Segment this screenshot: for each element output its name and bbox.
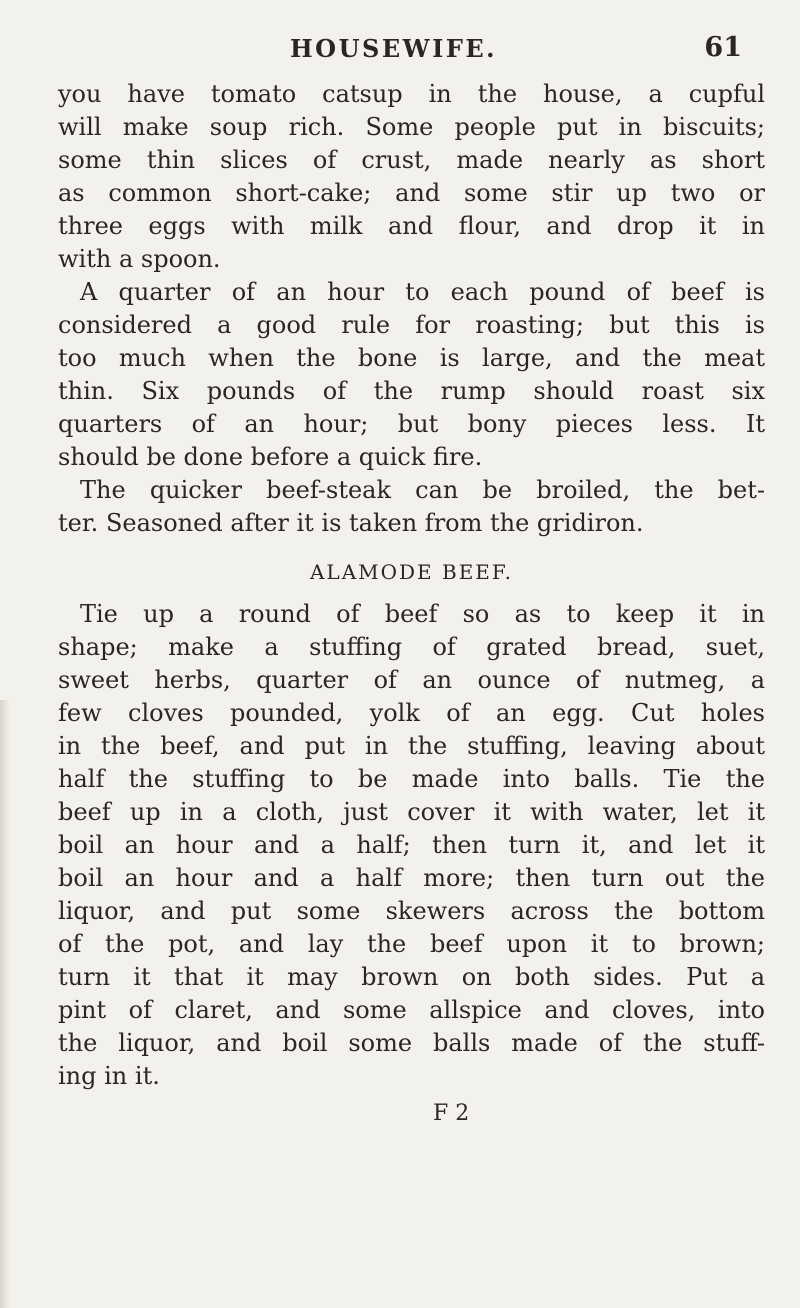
text-line: sweet herbs, quarter of an ounce of nutmeg, a — [58, 666, 765, 694]
text-line: boil an hour and a half more; then turn out the — [58, 864, 765, 892]
text-line: as common short-cake; and some stir up two or — [58, 179, 765, 207]
text-line: Tie up a round of beef so as to keep it in — [80, 600, 765, 628]
text-line: thin. Six pounds of the rump should roast six — [58, 377, 765, 405]
text-line: the liquor, and boil some balls made of the stuff- — [58, 1029, 765, 1057]
text-line: ter. Seasoned after it is taken from the gridiron. — [58, 509, 644, 537]
text-line: some thin slices of crust, made nearly as short — [58, 146, 765, 174]
text-line: The quicker beef-steak can be broiled, the bet- — [80, 476, 765, 504]
running-title: HOUSEWIFE. — [290, 34, 498, 63]
paragraph-roasting — [58, 276, 765, 474]
running-head — [60, 28, 760, 78]
text-line: half the stuffing to be made into balls. Tie the — [58, 765, 765, 793]
text-line: beef up in a cloth, just cover it with water, let it — [58, 798, 765, 826]
body-text — [58, 78, 765, 1131]
text-line: shape; make a stuffing of grated bread, suet, — [58, 633, 765, 661]
text-line: in the beef, and put in the stuffing, leaving about — [58, 732, 765, 760]
section-heading: ALAMODE BEEF. — [309, 560, 514, 584]
paragraph-beefsteak — [58, 474, 765, 540]
text-line: boil an hour and a half; then turn it, and let it — [58, 831, 765, 859]
text-line: ing in it. — [58, 1062, 160, 1090]
text-line: quarters of an hour; but bony pieces less. It — [58, 410, 765, 438]
paragraph-soup — [58, 78, 765, 276]
text-line: of the pot, and lay the beef upon it to brown; — [58, 930, 765, 958]
text-line: liquor, and put some skewers across the bottom — [58, 897, 765, 925]
text-line: you have tomato catsup in the house, a cupful — [58, 80, 765, 108]
text-line: should be done before a quick fire. — [58, 443, 483, 471]
page-number: 61 — [704, 32, 742, 63]
text-line: A quarter of an hour to each pound of beef is — [80, 278, 765, 306]
text-line: considered a good rule for roasting; but this is — [58, 311, 765, 339]
signature-mark: F 2 — [433, 1101, 470, 1126]
text-line: will make soup rich. Some people put in biscuits; — [58, 113, 765, 141]
text-line: three eggs with milk and flour, and drop it in — [58, 212, 765, 240]
text-line: few cloves pounded, yolk of an egg. Cut holes — [58, 699, 765, 727]
paragraph-alamode-beef — [58, 598, 765, 1093]
text-line: pint of claret, and some allspice and cloves, into — [58, 996, 765, 1024]
page-edge-shadow — [0, 700, 10, 1308]
text-line: with a spoon. — [58, 245, 221, 273]
text-line: too much when the bone is large, and the meat — [58, 344, 765, 372]
text-line: turn it that it may brown on both sides. Put a — [58, 963, 765, 991]
